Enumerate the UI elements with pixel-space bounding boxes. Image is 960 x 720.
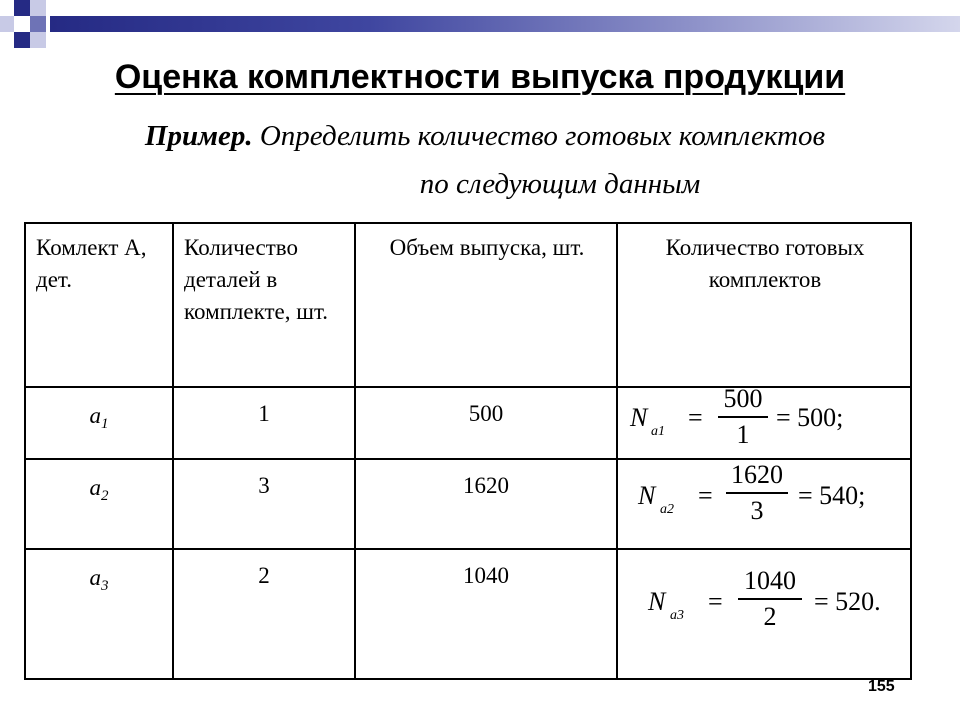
numerator: 1040: [744, 566, 796, 595]
subtitle-line2: по следующим данным: [419, 168, 701, 200]
part-label: $a_3$: [25, 549, 173, 679]
slide-title: Оценка комплектности выпуска продукции: [114, 58, 846, 96]
subtitle-text: Определить количество готовых комплектов: [259, 120, 826, 152]
slide-subtitle: [40, 112, 930, 208]
volume-cell: 1620: [355, 459, 617, 549]
qty-cell: 1: [173, 387, 355, 459]
formula-cell: N a2 = 1620 3 = 540;: [617, 459, 911, 549]
formula-cell: N a3 = 1040 2 = 520.: [617, 549, 911, 679]
formula-result: = 540;: [798, 481, 866, 510]
denominator: 1: [736, 420, 750, 449]
formula-cell: N a1 = 500 1 = 500;: [617, 387, 911, 459]
denominator: 2: [763, 602, 777, 631]
volume-cell: 1040: [355, 549, 617, 679]
formula-result: = 500;: [776, 403, 844, 432]
deco-square: [14, 32, 30, 48]
numerator: 500: [723, 384, 763, 413]
header-gradient-bar: [50, 16, 960, 32]
table-row: [25, 549, 911, 679]
formula-result: = 520.: [814, 587, 881, 616]
deco-square: [30, 16, 46, 32]
table-row: [25, 387, 911, 459]
qty-cell: 3: [173, 459, 355, 549]
header-cell: Количество деталей в комплекте, шт.: [173, 223, 355, 387]
subtitle-lead: Пример.: [144, 120, 253, 152]
volume-cell: 500: [355, 387, 617, 459]
header-cell: Количество готовых комплектов: [617, 223, 911, 387]
deco-square: [14, 0, 30, 16]
deco-square: [30, 0, 46, 16]
header-cell: Комлект А, дет.: [25, 223, 173, 387]
table-row: [25, 459, 911, 549]
kit-table: [24, 222, 912, 680]
page-number: 155: [868, 678, 895, 695]
deco-square: [14, 16, 30, 32]
header-cell: Объем выпуска, шт.: [355, 223, 617, 387]
table-header-row: [25, 223, 911, 387]
denominator: 3: [750, 496, 764, 525]
numerator: 1620: [731, 460, 783, 489]
deco-square: [30, 32, 46, 48]
part-label: $a_2$: [25, 459, 173, 549]
qty-cell: 2: [173, 549, 355, 679]
part-label: $a_1$: [25, 387, 173, 459]
